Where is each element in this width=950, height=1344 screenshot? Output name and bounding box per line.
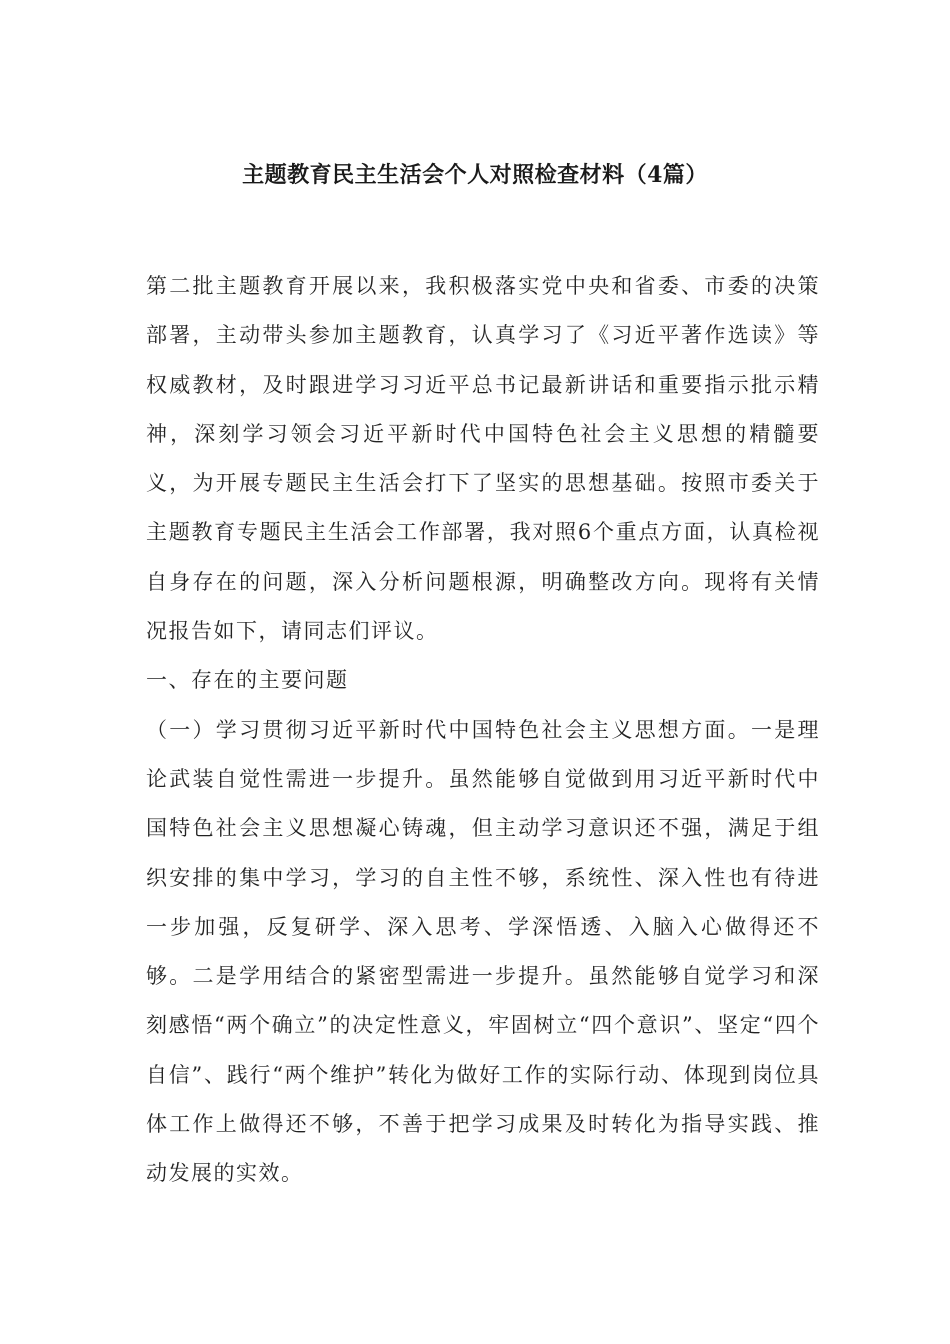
paragraph-intro: 第二批主题教育开展以来，我积极落实党中央和省委、市委的决策部署，主动带头参加主题教育，认真学习了《习近平著作选读》等权威教材，及时跟进学习习近平总书记最新讲话和重要指示批示精神，深刻学习领会习近平新时代中国特色社会主义思想的精髓要义，为开展专题民主生活会打下了坚实的思想基础。按照市委关于主题教育专题民主生活会工作部署，我对照6个重点方面，认真检视自身存在的问题，深入分析问题根源，明确整改方向。现将有关情况报告如下，请同志们评议。 bbox=[146, 274, 820, 644]
document-title: 主题教育民主生活会个人对照检查材料（4篇） bbox=[242, 162, 708, 188]
paragraph-section-1: （一）学习贯彻习近平新时代中国特色社会主义思想方面。一是理论武装自觉性需进一步提升。虽然能够自觉做到用习近平新时代中国特色社会主义思想凝心铸魂，但主动学习意识还不强，满足于组织安排的集中学习，学习的自主性不够，系统性、深入性也有待进一步加强，反复研学、深入思考、学深悟透、入脑入心做得还不够。二是学用结合的紧密型需进一步提升。虽然能够自觉学习和深刻感悟“两个确立”的决定性意义，牢固树立“四个意识”、坚定“四个自信”、践行“两个维护”转化为做好工作的实际行动、体现到岗位具体工作上做得还不够，不善于把学习成果及时转化为指导实践、推动发展的实效。 bbox=[146, 717, 820, 1186]
section-heading: 一、存在的主要问题 bbox=[146, 668, 349, 693]
document-body bbox=[146, 262, 820, 1199]
